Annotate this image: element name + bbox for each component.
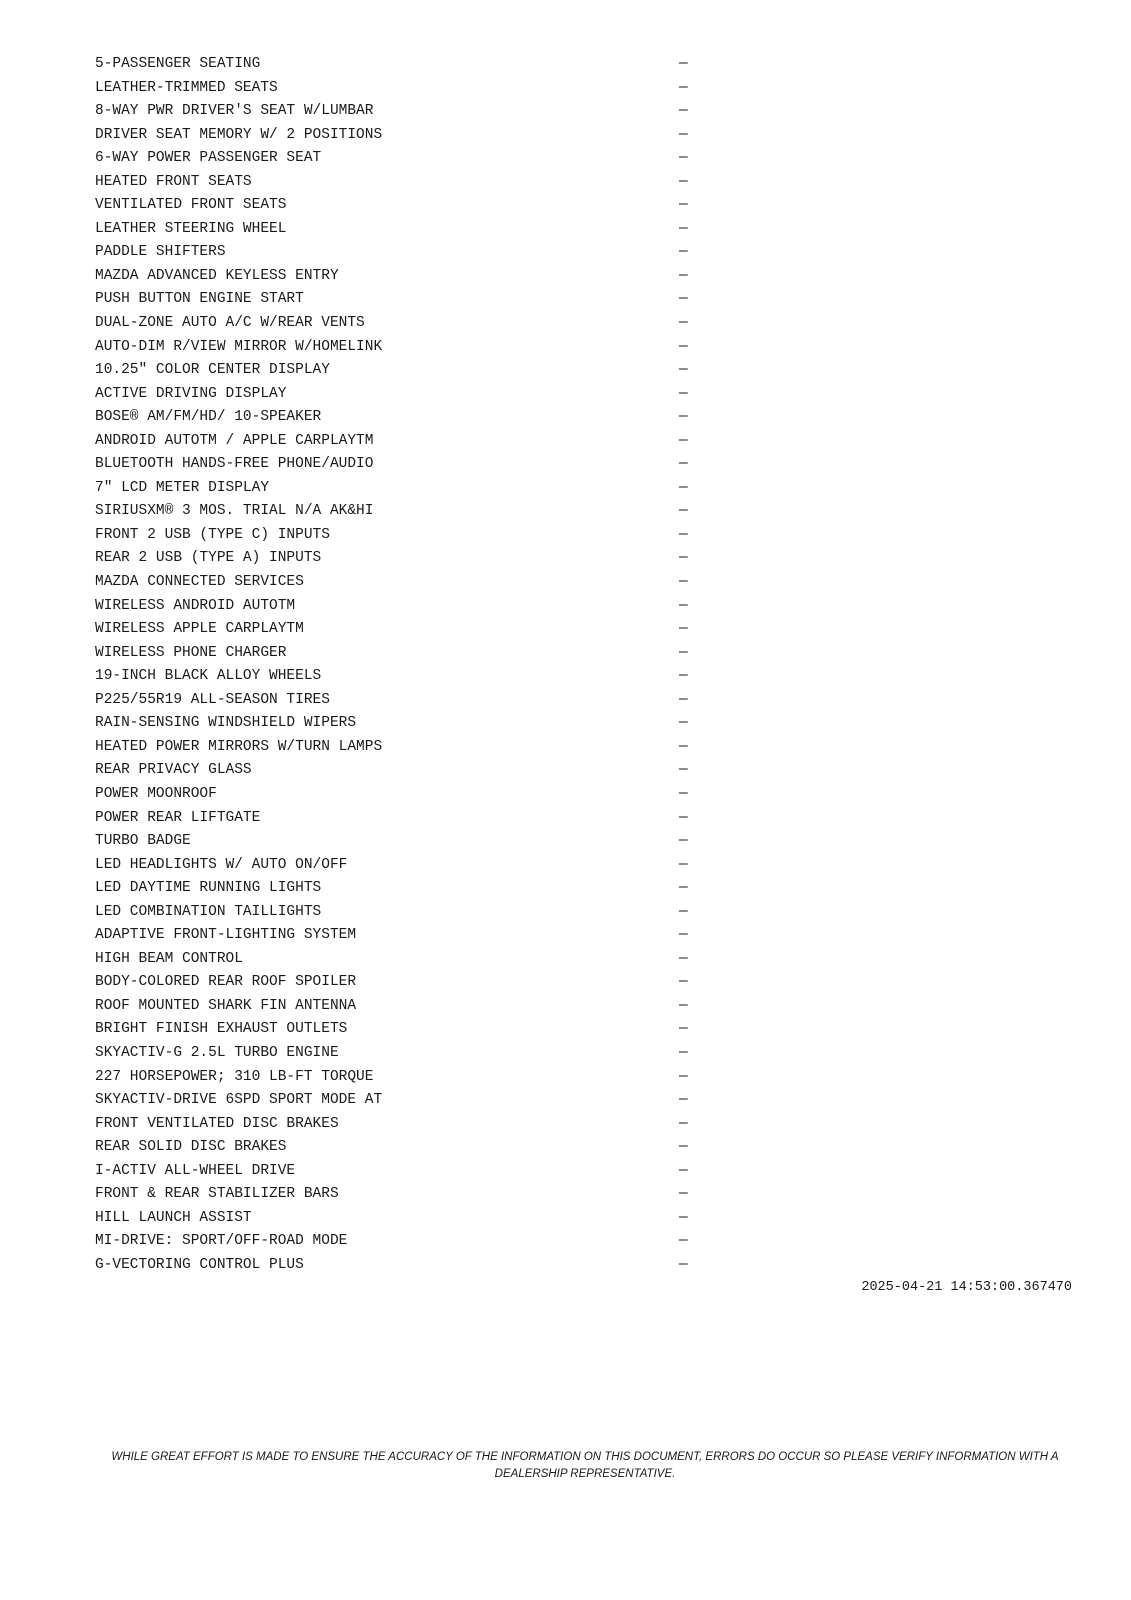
feature-value: — <box>679 1044 688 1061</box>
feature-name: TURBO BADGE <box>95 833 191 850</box>
feature-value: — <box>679 833 688 850</box>
feature-row <box>95 1066 695 1090</box>
feature-name: LED DAYTIME RUNNING LIGHTS <box>95 880 322 897</box>
feature-name: DUAL-ZONE AUTO A/C W/REAR VENTS <box>95 315 365 332</box>
feature-name: ANDROID AUTOTM / APPLE CARPLAYTM <box>95 432 374 449</box>
feature-value: — <box>679 880 688 897</box>
feature-name: DRIVER SEAT MEMORY W/ 2 POSITIONS <box>95 126 383 143</box>
feature-row <box>95 830 695 854</box>
feature-value: — <box>679 738 688 755</box>
feature-value: — <box>679 903 688 920</box>
feature-value: — <box>679 315 688 332</box>
feature-value: — <box>679 1256 688 1273</box>
feature-value: — <box>679 56 688 72</box>
feature-name: REAR 2 USB (TYPE A) INPUTS <box>95 550 322 567</box>
feature-row <box>95 642 695 666</box>
feature-value: — <box>679 503 688 520</box>
disclaimer: WHILE GREAT EFFORT IS MADE TO ENSURE THE ACCURACY OF THE INFORMATION ON THIS DOCUMENT, ERRORS DO OCCUR SO PLEASE VERIFY INFORMATION WITH A DEALERSHIP REPRESENTATIVE. <box>111 1451 1059 1480</box>
feature-value: — <box>679 1209 688 1226</box>
feature-row <box>95 53 695 77</box>
feature-row <box>95 241 695 265</box>
feature-name: 19-INCH BLACK ALLOY WHEELS <box>95 668 322 685</box>
feature-name: BLUETOOTH HANDS-FREE PHONE/AUDIO <box>95 456 374 473</box>
feature-name: G-VECTORING CONTROL PLUS <box>95 1256 304 1273</box>
feature-row <box>95 359 695 383</box>
feature-value: — <box>679 1115 688 1132</box>
feature-row <box>95 1254 695 1278</box>
feature-row <box>95 877 695 901</box>
feature-row <box>95 1089 695 1113</box>
feature-row <box>95 171 695 195</box>
feature-row <box>95 147 695 171</box>
feature-name: SIRIUSXM® 3 MOS. TRIAL N/A AK&HI <box>95 503 374 520</box>
feature-value: — <box>679 997 688 1014</box>
feature-row <box>95 1160 695 1184</box>
feature-row <box>95 218 695 242</box>
feature-value: — <box>679 338 688 355</box>
feature-value: — <box>679 715 688 732</box>
feature-row <box>95 595 695 619</box>
feature-value: — <box>679 762 688 779</box>
feature-name: MI-DRIVE: SPORT/OFF-ROAD MODE <box>95 1233 348 1250</box>
feature-value: — <box>679 668 688 685</box>
feature-name: LEATHER-TRIMMED SEATS <box>95 79 278 96</box>
feature-row <box>95 477 695 501</box>
feature-value: — <box>679 785 688 802</box>
feature-row <box>95 689 695 713</box>
feature-name: REAR SOLID DISC BRAKES <box>95 1139 287 1156</box>
feature-row <box>95 1136 695 1160</box>
feature-value: — <box>679 1021 688 1038</box>
feature-value: — <box>679 644 688 661</box>
timestamp: 2025-04-21 14:53:00.367470 <box>861 1280 1072 1295</box>
feature-value: — <box>679 244 688 261</box>
feature-name: VENTILATED FRONT SEATS <box>95 197 287 214</box>
feature-value: — <box>679 950 688 967</box>
feature-row <box>95 100 695 124</box>
feature-name: BODY-COLORED REAR ROOF SPOILER <box>95 974 357 991</box>
feature-name: HEATED POWER MIRRORS W/TURN LAMPS <box>95 738 383 755</box>
feature-name: PADDLE SHIFTERS <box>95 244 226 261</box>
feature-value: — <box>679 1162 688 1179</box>
feature-row <box>95 1042 695 1066</box>
feature-value: — <box>679 1139 688 1156</box>
feature-row <box>95 336 695 360</box>
feature-value: — <box>679 974 688 991</box>
feature-row <box>95 571 695 595</box>
feature-row <box>95 618 695 642</box>
feature-name: FRONT 2 USB (TYPE C) INPUTS <box>95 526 330 543</box>
feature-name: WIRELESS PHONE CHARGER <box>95 644 287 661</box>
feature-name: POWER MOONROOF <box>95 785 217 802</box>
feature-value: — <box>679 550 688 567</box>
feature-value: — <box>679 197 688 214</box>
feature-value: — <box>679 621 688 638</box>
feature-name: SKYACTIV-DRIVE 6SPD SPORT MODE AT <box>95 1092 383 1109</box>
feature-value: — <box>679 103 688 120</box>
feature-name: HILL LAUNCH ASSIST <box>95 1209 252 1226</box>
feature-name: PUSH BUTTON ENGINE START <box>95 291 304 308</box>
feature-value: — <box>679 1068 688 1085</box>
feature-row <box>95 1230 695 1254</box>
feature-value: — <box>679 1092 688 1109</box>
feature-value: — <box>679 856 688 873</box>
feature-value: — <box>679 409 688 426</box>
feature-row <box>95 124 695 148</box>
feature-value: — <box>679 927 688 944</box>
feature-name: ACTIVE DRIVING DISPLAY <box>95 385 287 402</box>
feature-row <box>95 194 695 218</box>
feature-value: — <box>679 126 688 143</box>
feature-value: — <box>679 574 688 591</box>
feature-value: — <box>679 809 688 826</box>
feature-name: 227 HORSEPOWER; 310 LB-FT TORQUE <box>95 1068 374 1085</box>
feature-name: 7" LCD METER DISPLAY <box>95 479 270 496</box>
feature-value: — <box>679 456 688 473</box>
feature-row <box>95 1018 695 1042</box>
feature-name: SKYACTIV-G 2.5L TURBO ENGINE <box>95 1044 339 1061</box>
feature-row <box>95 783 695 807</box>
feature-row <box>95 406 695 430</box>
feature-value: — <box>679 79 688 96</box>
feature-row <box>95 807 695 831</box>
feature-value: — <box>679 385 688 402</box>
feature-row <box>95 453 695 477</box>
feature-name: 6-WAY POWER PASSENGER SEAT <box>95 150 322 167</box>
feature-name: ROOF MOUNTED SHARK FIN ANTENNA <box>95 997 357 1014</box>
feature-row <box>95 312 695 336</box>
feature-row <box>95 1183 695 1207</box>
feature-row <box>95 736 695 760</box>
feature-name: WIRELESS ANDROID AUTOTM <box>95 597 296 614</box>
feature-name: ADAPTIVE FRONT-LIGHTING SYSTEM <box>95 927 357 944</box>
feature-name: 5-PASSENGER SEATING <box>95 56 261 72</box>
feature-value: — <box>679 362 688 379</box>
feature-value: — <box>679 479 688 496</box>
feature-name: BOSE® AM/FM/HD/ 10-SPEAKER <box>95 409 322 426</box>
feature-row <box>95 1113 695 1137</box>
feature-name: REAR PRIVACY GLASS <box>95 762 252 779</box>
feature-name: MAZDA ADVANCED KEYLESS ENTRY <box>95 267 339 284</box>
feature-value: — <box>679 432 688 449</box>
feature-name: 10.25" COLOR CENTER DISPLAY <box>95 362 330 379</box>
feature-row <box>95 1207 695 1231</box>
feature-name: LED HEADLIGHTS W/ AUTO ON/OFF <box>95 856 348 873</box>
feature-row <box>95 948 695 972</box>
feature-value: — <box>679 291 688 308</box>
feature-name: BRIGHT FINISH EXHAUST OUTLETS <box>95 1021 348 1038</box>
feature-name: I-ACTIV ALL-WHEEL DRIVE <box>95 1162 296 1179</box>
feature-name: FRONT VENTILATED DISC BRAKES <box>95 1115 339 1132</box>
feature-name: POWER REAR LIFTGATE <box>95 809 261 826</box>
feature-value: — <box>679 150 688 167</box>
feature-row <box>95 430 695 454</box>
feature-row <box>95 524 695 548</box>
feature-row <box>95 500 695 524</box>
feature-list <box>95 53 695 1277</box>
feature-name: LED COMBINATION TAILLIGHTS <box>95 903 322 920</box>
feature-name: P225/55R19 ALL-SEASON TIRES <box>95 691 330 708</box>
feature-row <box>95 712 695 736</box>
feature-name: WIRELESS APPLE CARPLAYTM <box>95 621 304 638</box>
feature-row <box>95 971 695 995</box>
feature-row <box>95 854 695 878</box>
feature-row <box>95 995 695 1019</box>
feature-row <box>95 265 695 289</box>
feature-name: 8-WAY PWR DRIVER'S SEAT W/LUMBAR <box>95 103 374 120</box>
feature-name: LEATHER STEERING WHEEL <box>95 220 287 237</box>
feature-name: HEATED FRONT SEATS <box>95 173 252 190</box>
feature-value: — <box>679 220 688 237</box>
feature-row <box>95 547 695 571</box>
feature-value: — <box>679 1186 688 1203</box>
feature-row <box>95 665 695 689</box>
feature-name: MAZDA CONNECTED SERVICES <box>95 574 304 591</box>
feature-row <box>95 383 695 407</box>
feature-row <box>95 924 695 948</box>
feature-name: AUTO-DIM R/VIEW MIRROR W/HOMELINK <box>95 338 383 355</box>
feature-name: FRONT & REAR STABILIZER BARS <box>95 1186 339 1203</box>
feature-value: — <box>679 691 688 708</box>
feature-value: — <box>679 173 688 190</box>
feature-name: HIGH BEAM CONTROL <box>95 950 243 967</box>
feature-value: — <box>679 597 688 614</box>
feature-name: RAIN-SENSING WINDSHIELD WIPERS <box>95 715 357 732</box>
feature-row <box>95 759 695 783</box>
feature-value: — <box>679 267 688 284</box>
feature-row <box>95 288 695 312</box>
feature-value: — <box>679 1233 688 1250</box>
feature-row <box>95 901 695 925</box>
feature-row <box>95 77 695 101</box>
feature-value: — <box>679 526 688 543</box>
